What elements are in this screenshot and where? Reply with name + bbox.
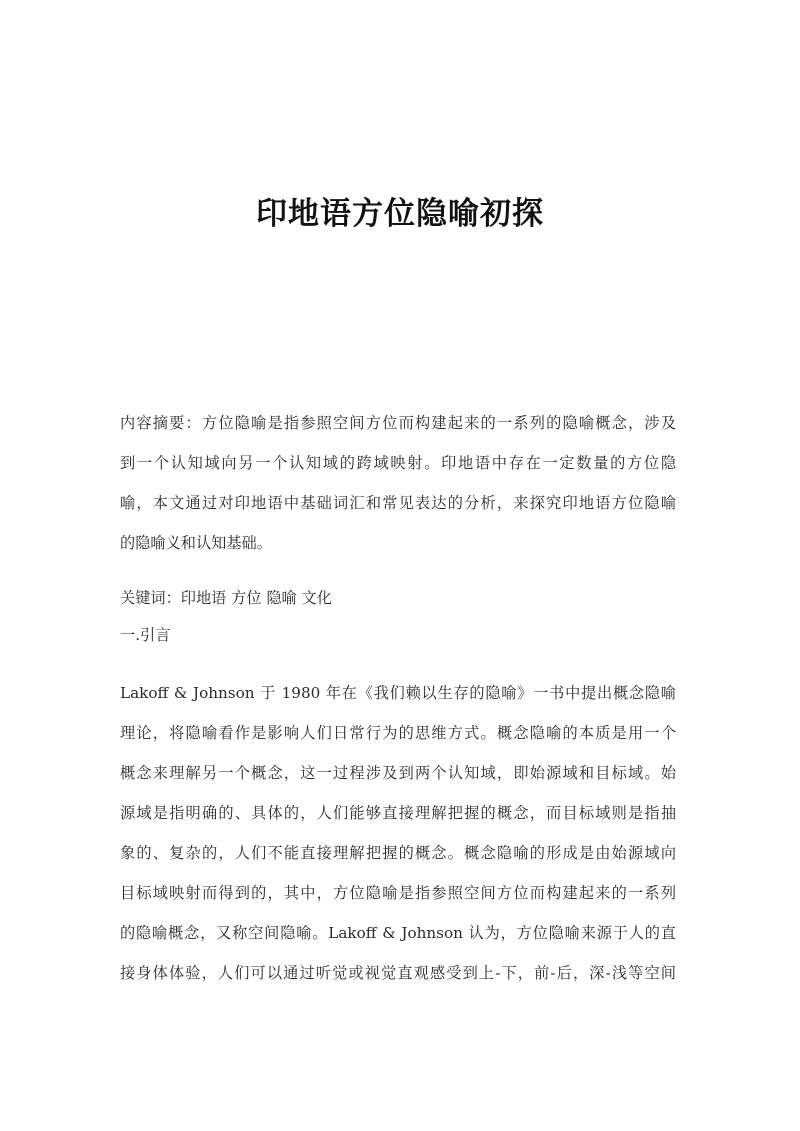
keywords-line [120, 578, 676, 618]
document-title: 印地语方位隐喻初探 [256, 196, 544, 232]
section-heading [120, 615, 676, 655]
intro-line: 理论，将隐喻看作是影响人们日常行为的思维方式。概念隐喻的本质是用一个 [120, 724, 676, 742]
intro-line: 象的、复杂的，人们不能直接理解把握的概念。概念隐喻的形成是由始源域向 [120, 844, 676, 862]
intro-line: 概念来理解另一个概念，这一过程涉及到两个认知域，即始源域和目标域。始 [120, 764, 676, 782]
abstract-line: 喻，本文通过对印地语中基础词汇和常见表达的分析，来探究印地语方位隐喻 [120, 494, 676, 512]
intro-line: 接身体体验，人们可以通过听觉或视觉直观感受到上-下，前-后，深-浅等空间 [120, 964, 676, 982]
intro-line: 目标域映射而得到的，其中，方位隐喻是指参照空间方位而构建起来的一系列 [120, 884, 676, 902]
intro-line: 的隐喻概念，又称空间隐喻。Lakoff & Johnson 认为，方位隐喻来源于人的直 [120, 924, 676, 942]
abstract-line: 内容摘要：方位隐喻是指参照空间方位而构建起来的一系列的隐喻概念，涉及 [120, 414, 676, 432]
abstract-paragraph [120, 403, 676, 563]
keywords-text: 关键词：印地语 方位 隐喻 文化 [120, 589, 332, 607]
abstract-line: 的隐喻义和认知基础。 [120, 534, 272, 552]
section-heading-text: 一.引言 [120, 626, 171, 644]
intro-line: 源域是指明确的、具体的，人们能够直接理解把握的概念，而目标域则是指抽 [120, 804, 676, 822]
intro-line: Lakoff & Johnson 于 1980 年在《我们赖以生存的隐喻》一书中提出概念隐喻 [120, 684, 676, 702]
abstract-line: 到一个认知域向另一个认知域的跨域映射。印地语中存在一定数量的方位隐 [120, 454, 676, 472]
intro-paragraph [120, 673, 676, 993]
